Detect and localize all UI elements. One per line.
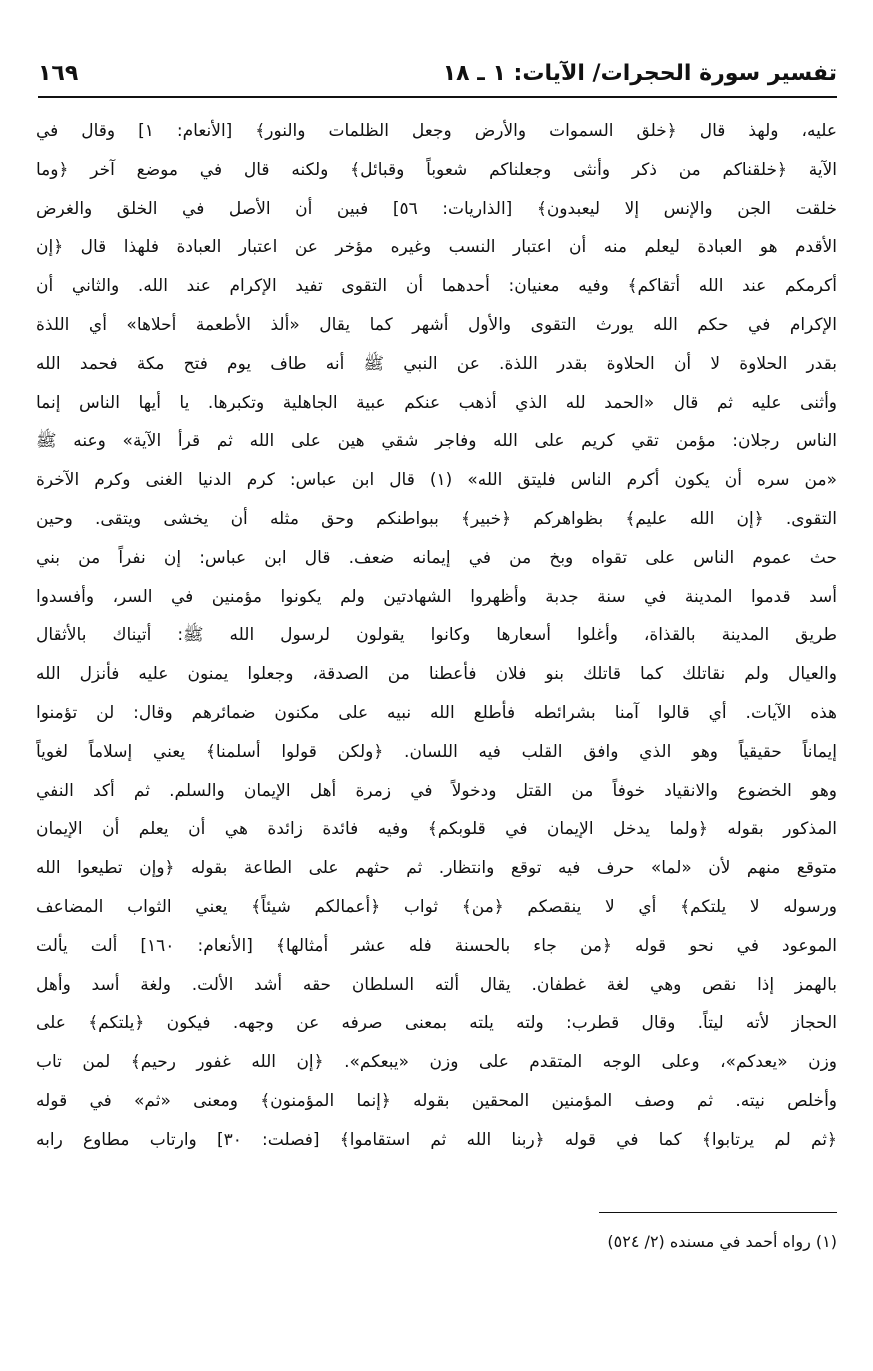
text-line: وهو الخضوع والانقياد خوفاً من القتل ودخولاً في زمرة أهل الإيمان والسلم. ثم أكد النفي — [36, 780, 837, 801]
text-line: الأقدم هو العبادة ليعلم منه أن اعتبار النسب وغيره مؤخر عن اعتبار العبادة فلهذا قال ﴿إن — [36, 237, 837, 258]
footnote: (١) رواه أحمد في مسنده (٢/ ٥٢٤) — [607, 1232, 837, 1251]
text-line: بالهمز إذا نقص وهي لغة غطفان. يقال ألته السلطان حقه أشد الألت. ولغة أسد وأهل — [36, 974, 837, 995]
text-line: الموعود في نحو قوله ﴿من جاء بالحسنة فله عشر أمثالها﴾ [الأنعام: ١٦٠] ألت يألت — [36, 935, 837, 956]
text-line: الحجاز لأته ليتاً. وقال قطرب: ولته يلته بمعنى صرفه عن وجهه. فيكون ﴿يلتكم﴾ على — [36, 1013, 837, 1034]
body-text — [36, 112, 837, 1160]
text-line: وأثنى عليه ثم قال «الحمد لله الذي أذهب عنكم عبية الجاهلية وتكبرها. يا أيها الناس إنما — [36, 392, 837, 413]
text-line: طريق المدينة بالقذاة، وأغلوا أسعارها وكانوا يقولون لرسول الله ﷺ: أتيناك بالأثقال — [36, 625, 837, 646]
text-line: الإكرام في حكم الله يورث التقوى والأول أشهر كما يقال «ألذ الأطعمة أحلاها» أي اللذة — [36, 314, 837, 335]
text-line: أسد قدموا المدينة في سنة جدبة وأظهروا الشهادتين ولم يكونوا مؤمنين في السر، وأفسدوا — [36, 586, 837, 607]
text-line: عليه، ولهذ قال ﴿خلق السموات والأرض وجعل الظلمات والنور﴾ [الأنعام: ١] وقال في — [36, 121, 837, 141]
text-line: ورسوله لا يلتكم﴾ أي لا ينقصكم ﴿من﴾ ثواب ﴿أعمالكم شيئاً﴾ يعني الثواب المضاعف — [36, 896, 837, 917]
text-line: حث عموم الناس على تقواه وبخ من في إيمانه ضعف. قال ابن عباس: إن نفراً من بني — [36, 547, 837, 568]
text-line: التقوى. ﴿إن الله عليم﴾ بظواهركم ﴿خبير﴾ ببواطنكم وحق مثله أن يخشى ويتقى. وحين — [36, 508, 837, 529]
page-header — [38, 58, 837, 98]
text-line: خلقت الجن والإنس إلا ليعبدون﴾ [الذاريات: ٥٦] فبين أن الأصل في الخلق والغرض — [36, 198, 837, 219]
text-line: المذكور بقوله ﴿ولما يدخل الإيمان في قلوبكم﴾ وفيه فائدة زائدة هي أن يعلم أن الإيمان — [36, 819, 837, 840]
text-line: إيماناً حقيقياً وهو الذي وافق القلب فيه اللسان. ﴿ولكن قولوا أسلمنا﴾ يعني إسلاماً لغوياً — [36, 741, 837, 762]
text-line: ﴿ثم لم يرتابوا﴾ كما في قوله ﴿ربنا الله ثم استقاموا﴾ [فصلت: ٣٠] وارتاب مطاوع رابه — [36, 1129, 837, 1150]
text-line: هذه الآيات. أي قالوا آمنا بشرائطه فأطلع الله نبيه على مكنون ضمائرهم وقال: لن تؤمنوا — [36, 702, 837, 723]
text-line: بقدر الحلاوة لا أن الحلاوة بقدر اللذة. عن النبي ﷺ أنه طاف يوم فتح مكة فحمد الله — [36, 353, 837, 374]
text-line: والعيال ولم نقاتلك كما قاتلك بنو فلان فأعطنا من الصدقة، وجعلوا يمنون عليه فأنزل الله — [36, 664, 837, 685]
footnote-divider — [599, 1212, 837, 1213]
text-line: الناس رجلان: مؤمن تقي كريم على الله وفاجر شقي هين على الله ثم قرأ الآية» وعنه ﷺ — [36, 431, 837, 452]
text-line: «من سره أن يكون أكرم الناس فليتق الله» (١) قال ابن عباس: كرم الدنيا الغنى وكرم الآخرة — [36, 470, 837, 491]
text-line: متوقع منهم لأن «لما» حرف فيه توقع وانتظار. ثم حثهم على الطاعة بقوله ﴿وإن تطيعوا الله — [36, 858, 837, 879]
text-line: أكرمكم عند الله أتقاكم﴾ وفيه معنيان: أحدهما أن التقوى تفيد الإكرام عند الله. والثاني أن — [36, 276, 837, 297]
text-line: الآية ﴿خلقناكم من ذكر وأنثى وجعلناكم شعوباً وقبائل﴾ ولكنه قال في موضع آخر ﴿وما — [36, 159, 837, 180]
page-number: ١٦٩ — [38, 61, 79, 86]
text-line: وأخلص نيته. ثم وصف المؤمنين المحقين بقوله ﴿إنما المؤمنون﴾ ومعنى «ثم» في قوله — [36, 1090, 837, 1111]
running-title: تفسير سورة الحجرات/ الآيات: ١ ـ ١٨ — [442, 61, 837, 86]
text-line: وزن «يعدكم»، وعلى الوجه المتقدم على وزن «يبعكم». ﴿إن الله غفور رحيم﴾ لمن تاب — [36, 1052, 837, 1073]
